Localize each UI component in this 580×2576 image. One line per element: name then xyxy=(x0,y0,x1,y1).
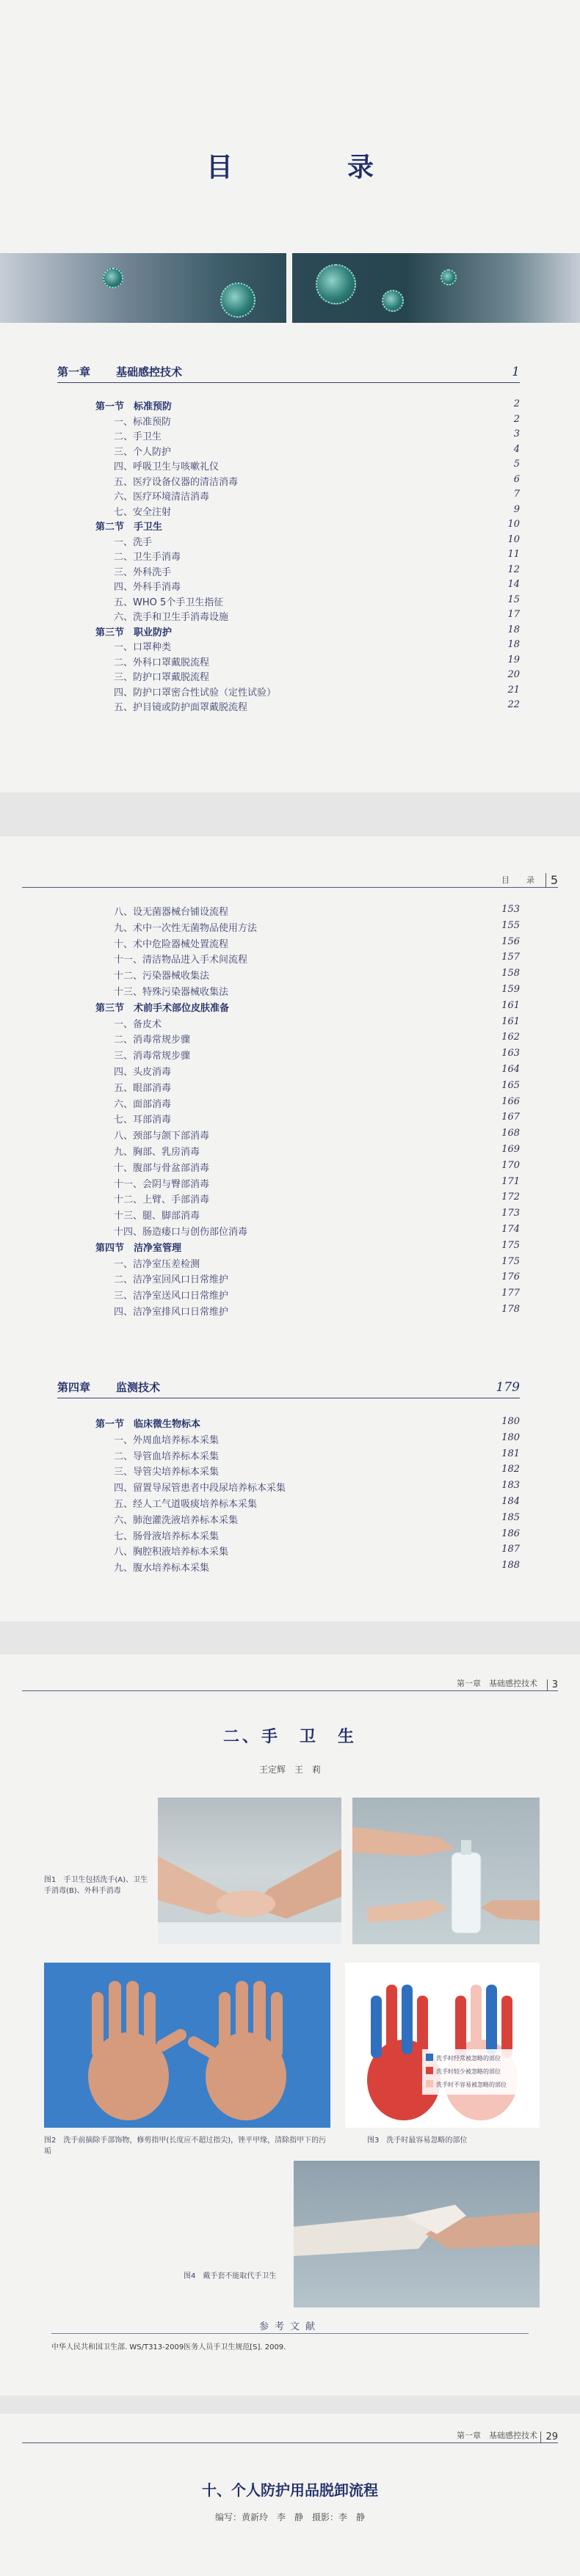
toc-entry-page: 173 xyxy=(501,1208,520,1219)
toc-entry-page: 4 xyxy=(513,443,520,455)
toc-entry-label: 第四节 洁净室管理 xyxy=(95,1242,182,1254)
toc-entry-page: 175 xyxy=(501,1255,520,1267)
toc-entry-label: 二、洁净室回风口日常维护 xyxy=(114,1274,229,1286)
toc-entry-page: 10 xyxy=(507,519,520,530)
toc-entry[interactable] xyxy=(114,579,520,595)
toc-entry-label: 四、头皮消毒 xyxy=(114,1067,172,1078)
toc-entry-label: 二、外科口罩戴脱流程 xyxy=(114,657,210,668)
toc-entry[interactable] xyxy=(114,1560,520,1576)
toc-entry-label: 十三、腿、脚部消毒 xyxy=(114,1211,200,1222)
header-label: 目 录 xyxy=(501,875,539,885)
toc-entry[interactable] xyxy=(114,534,520,550)
toc-entry-page: 156 xyxy=(501,935,520,947)
toc-entry[interactable] xyxy=(114,1448,520,1464)
toc-entry-label: 十四、肠造瘘口与创伤部位消毒 xyxy=(114,1227,248,1238)
toc-entry[interactable] xyxy=(114,1064,520,1080)
toc-entry-label: 九、术中一次性无菌物品使用方法 xyxy=(114,922,258,934)
toc-entry-label: 五、WHO 5个手卫生指征 xyxy=(114,596,224,608)
toc-entry-label: 一、洗手 xyxy=(114,536,153,548)
toc-entry[interactable] xyxy=(114,594,520,610)
toc-entry[interactable] xyxy=(114,654,520,671)
hand-zones-illustration xyxy=(345,1963,540,2128)
toc-entry-page: 167 xyxy=(501,1112,520,1123)
toc-entry-page: 161 xyxy=(501,1015,520,1027)
toc-entry-page: 170 xyxy=(501,1159,520,1171)
hand-rub-illustration xyxy=(352,1798,540,1944)
toc-entry-page: 174 xyxy=(501,1224,520,1235)
toc-entry-label: 第三节 术前手术部位皮肤准备 xyxy=(95,1002,230,1014)
toc-entry-label: 一、外周血培养标本采集 xyxy=(114,1434,220,1446)
toc-entry-label: 三、个人防护 xyxy=(114,446,172,458)
toc-entry-page: 180 xyxy=(501,1431,520,1443)
toc-entry-label: 四、洁净室排风口日常维护 xyxy=(114,1307,229,1318)
header-label: 第一章 基础感控技术 xyxy=(457,1679,537,1688)
toc-entry-label: 九、胸部、乳房消毒 xyxy=(114,1147,200,1158)
toc-entry[interactable] xyxy=(114,1528,520,1544)
toc-entry[interactable] xyxy=(114,444,520,460)
toc-section[interactable] xyxy=(95,519,520,535)
toc-entry-page: 184 xyxy=(501,1496,520,1507)
toc-entry-page: 166 xyxy=(501,1095,520,1107)
toc-entry[interactable] xyxy=(114,1128,520,1144)
toc-entry-page: 175 xyxy=(501,1239,520,1251)
chapter-heading[interactable] xyxy=(57,1376,520,1398)
virus-icon xyxy=(103,268,123,288)
toc-entry[interactable] xyxy=(114,1224,520,1240)
toc-entry-label: 十三、特殊污染器械收集法 xyxy=(114,987,229,998)
chapter-page: 179 xyxy=(496,1380,520,1395)
toc-entry-label: 一、备皮术 xyxy=(114,1018,162,1030)
toc-entry-page: 11 xyxy=(507,549,520,560)
toc-entry[interactable] xyxy=(114,414,520,430)
next-article-page xyxy=(0,2414,580,2576)
figure-caption: 图3 洗手时最容易忽略的部位 xyxy=(367,2137,468,2145)
toc-entry-label: 三、外科洗手 xyxy=(114,566,172,578)
toc-entry[interactable] xyxy=(114,1192,520,1208)
header-page-number: 29 xyxy=(540,2431,558,2442)
running-header xyxy=(22,1676,558,1691)
toc-entry-page: 187 xyxy=(501,1544,520,1555)
toc-entry-page: 159 xyxy=(501,984,520,995)
toc-page-2 xyxy=(0,836,580,1621)
toc-entry-label: 九、腹水培养标本采集 xyxy=(114,1563,210,1575)
toc-entry-label: 五、医疗设备仪器的清洁消毒 xyxy=(114,476,239,488)
toc-entry-label: 三、导管尖培养标本采集 xyxy=(114,1467,220,1478)
toc-entry-label: 一、洁净室压差检测 xyxy=(114,1258,200,1270)
toc-entry-label: 三、防护口罩戴脱流程 xyxy=(114,672,210,683)
toc-entry[interactable] xyxy=(114,1160,520,1176)
toc-entry-label: 第一节 标准预防 xyxy=(95,401,173,412)
toc-section[interactable] xyxy=(95,1000,520,1016)
banner-divider xyxy=(286,253,292,323)
toc-entry[interactable] xyxy=(114,504,520,520)
chapter-heading[interactable] xyxy=(57,361,520,383)
toc-entry[interactable] xyxy=(114,968,520,984)
toc-entry[interactable] xyxy=(114,1288,520,1304)
toc-entry[interactable] xyxy=(114,920,520,936)
toc-entry[interactable] xyxy=(114,669,520,685)
toc-entry-label: 四、呼吸卫生与咳嗽礼仪 xyxy=(114,461,220,472)
toc-entry[interactable] xyxy=(114,428,520,445)
virus-icon xyxy=(316,264,356,304)
toc-entry[interactable] xyxy=(114,1176,520,1192)
virus-icon xyxy=(220,282,255,318)
toc-entry-page: 177 xyxy=(501,1288,520,1299)
toc-entry-page: 18 xyxy=(507,624,520,635)
references-divider xyxy=(51,2333,529,2334)
toc-entry-label: 二、手卫生 xyxy=(114,431,162,442)
toc-entry-page: 153 xyxy=(501,904,520,915)
toc-entry-label: 第三节 职业防护 xyxy=(95,627,173,638)
toc-entry-page: 3 xyxy=(513,428,520,439)
washing-hands-illustration xyxy=(158,1798,341,1944)
article-title: 二、手 卫 生 xyxy=(222,1728,357,1746)
toc-entry-label: 四、防护口罩密合性试验（定性试验） xyxy=(114,687,277,698)
toc-entry[interactable] xyxy=(114,984,520,1000)
toc-entry-page: 162 xyxy=(501,1032,520,1043)
article-authors: 王定辉 王 莉 xyxy=(258,1765,321,1775)
toc-entry-page: 158 xyxy=(501,968,520,979)
header-page-number: 5 xyxy=(545,873,558,887)
toc-entry-page: 2 xyxy=(513,413,520,425)
toc-entry[interactable] xyxy=(114,1016,520,1032)
toc-entry-page: 19 xyxy=(507,654,520,665)
toc-entry-label: 五、护目镜或防护面罩戴脱流程 xyxy=(114,702,248,713)
toc-entry-page: 18 xyxy=(507,639,520,650)
header-label: 第一章 基础感控技术 xyxy=(457,2431,537,2440)
toc-entry[interactable] xyxy=(114,1256,520,1272)
gloves-photo xyxy=(294,2161,540,2307)
hand-washing-photo xyxy=(158,1798,341,1944)
references-title: 参考文献 xyxy=(258,2321,321,2332)
toc-entry-label: 十二、污染器械收集法 xyxy=(114,971,210,982)
toc-entry-page: 165 xyxy=(501,1079,520,1091)
toc-entry-page: 183 xyxy=(501,1480,520,1492)
toc-entry-page: 182 xyxy=(501,1464,520,1475)
toc-entry-page: 157 xyxy=(501,952,520,963)
chapter-number: 第四章 xyxy=(57,1381,91,1394)
toc-entry-page: 176 xyxy=(501,1271,520,1283)
toc-entry-page: 172 xyxy=(501,1192,520,1203)
toc-entry-label: 七、耳部消毒 xyxy=(114,1114,172,1126)
toc-entry-label: 八、颈部与颌下部消毒 xyxy=(114,1131,210,1142)
toc-entry-page: 185 xyxy=(501,1511,520,1523)
toc-entry-page: 10 xyxy=(507,533,520,545)
toc-entry[interactable] xyxy=(114,564,520,580)
toc-entry[interactable] xyxy=(114,1432,520,1448)
toc-page-1 xyxy=(0,0,580,792)
toc-entry[interactable] xyxy=(114,1032,520,1048)
chapter-name: 监测技术 xyxy=(116,1381,161,1394)
toc-entry-page: 188 xyxy=(501,1560,520,1572)
figure-caption: 图1 手卫生包括洗手(A)、卫生手消毒(B)、外科手消毒 xyxy=(44,1876,148,1895)
toc-entry[interactable] xyxy=(114,1080,520,1096)
toc-entry[interactable] xyxy=(114,609,520,625)
toc-section[interactable] xyxy=(95,624,520,641)
gloving-illustration xyxy=(294,2161,540,2307)
open-palms-illustration xyxy=(44,1963,330,2128)
toc-entry-label: 二、卫生手消毒 xyxy=(114,552,181,563)
toc-entry[interactable] xyxy=(114,639,520,655)
toc-entry[interactable] xyxy=(114,1512,520,1528)
toc-entry-label: 一、口罩种类 xyxy=(114,642,172,653)
toc-entry-label: 二、导管血培养标本采集 xyxy=(114,1451,220,1462)
toc-entry[interactable] xyxy=(114,1208,520,1224)
header-page-number: 3 xyxy=(547,1679,558,1690)
running-header xyxy=(22,2429,558,2443)
toc-entry-label: 十、腹部与骨盆部消毒 xyxy=(114,1162,210,1174)
toc-entry[interactable] xyxy=(114,1112,520,1128)
toc-entry[interactable] xyxy=(114,1544,520,1560)
legend-entry: 洗手时不容易被忽略的部位 xyxy=(436,2081,507,2088)
chapter-name: 基础感控技术 xyxy=(116,365,183,379)
toc-entry-label: 四、外科手消毒 xyxy=(114,582,181,593)
toc-entry-page: 161 xyxy=(501,999,520,1011)
toc-entry-label: 四、留置导尿管患者中段尿培养标本采集 xyxy=(114,1483,286,1495)
toc-entry-label: 五、经人工气道吸痰培养标本采集 xyxy=(114,1499,258,1510)
toc-entry[interactable] xyxy=(114,474,520,490)
toc-entry-label: 五、眼部消毒 xyxy=(114,1082,172,1094)
toc-section[interactable] xyxy=(95,1416,520,1432)
toc-entry-page: 12 xyxy=(507,563,520,575)
toc-entry-page: 2 xyxy=(513,398,520,409)
chapter-number: 第一章 xyxy=(57,365,91,379)
toc-entry-page: 171 xyxy=(501,1175,520,1187)
toc-entry[interactable] xyxy=(114,1271,520,1288)
toc-entry-label: 十二、上臂、手部消毒 xyxy=(114,1194,210,1206)
toc-entry[interactable] xyxy=(114,1304,520,1320)
toc-entry-label: 十一、清洁物品进入手术间流程 xyxy=(114,955,248,966)
toc-entry-page: 181 xyxy=(501,1448,520,1459)
figure-caption: 图2 洗手前摘除手部饰物，修剪指甲(长度应不超过指尖)，锉平甲缘，清除指甲下的污垢 xyxy=(44,2137,327,2156)
toc-entry-page: 186 xyxy=(501,1528,520,1539)
chapter-page: 1 xyxy=(512,365,520,379)
toc-entry-label: 二、消毒常规步骤 xyxy=(114,1035,191,1046)
toc-entry-page: 6 xyxy=(513,473,520,485)
toc-entry-page: 180 xyxy=(501,1416,520,1427)
toc-entry[interactable] xyxy=(114,685,520,701)
toc-entry[interactable] xyxy=(114,952,520,968)
article-authors: 编写：黄新玲 李 静 摄影：李 静 xyxy=(214,2512,365,2522)
toc-title: 目 录 xyxy=(206,152,418,183)
toc-entry-label: 六、洗手和卫生手消毒设施 xyxy=(114,612,229,623)
toc-entry-label: 第二节 手卫生 xyxy=(95,522,163,533)
toc-entry[interactable] xyxy=(114,459,520,475)
virus-banner-image xyxy=(0,253,580,323)
toc-entry-label: 六、医疗环境清洁消毒 xyxy=(114,492,210,503)
toc-entry-page: 20 xyxy=(507,669,520,680)
toc-entry-page: 164 xyxy=(501,1064,520,1075)
toc-entry-page: 5 xyxy=(513,459,520,470)
legend-entry: 洗手时较少被忽略的部位 xyxy=(436,2068,501,2075)
toc-entry-page: 178 xyxy=(501,1304,520,1315)
toc-entry-page: 7 xyxy=(513,489,520,500)
toc-entry[interactable] xyxy=(114,936,520,952)
hand-rub-photo xyxy=(352,1798,540,1944)
reference-item[interactable]: 中华人民共和国卫生部. WS/T313-2009医务人员手卫生规范[S]. 2009. xyxy=(51,2343,286,2351)
toc-entry-label: 一、标准预防 xyxy=(114,416,172,428)
running-header xyxy=(22,873,558,888)
legend-entry: 洗手时经常被忽略的部位 xyxy=(436,2055,501,2062)
toc-section[interactable] xyxy=(95,1240,520,1256)
toc-entry-label: 十、术中危险器械处置流程 xyxy=(114,938,229,950)
toc-entry[interactable] xyxy=(114,699,520,715)
palms-photo xyxy=(44,1963,330,2128)
article-page xyxy=(0,1654,580,2396)
toc-entry-page: 15 xyxy=(507,594,520,605)
toc-entry-label: 三、消毒常规步骤 xyxy=(114,1051,191,1062)
article-title: 十、个人防护用品脱卸流程 xyxy=(202,2481,378,2499)
toc-entry-page: 163 xyxy=(501,1048,520,1059)
virus-icon xyxy=(441,269,457,285)
toc-entry-page: 14 xyxy=(507,579,520,590)
toc-entry-label: 八、设无菌器械台铺设流程 xyxy=(114,907,229,918)
figure-caption: 图4 戴手套不能取代手卫生 xyxy=(184,2272,277,2280)
toc-entry-page: 21 xyxy=(507,684,520,696)
toc-entry[interactable] xyxy=(114,549,520,565)
toc-section[interactable] xyxy=(95,398,520,415)
toc-entry-page: 9 xyxy=(513,503,520,515)
toc-entry-label: 十一、会阴与臀部消毒 xyxy=(114,1178,210,1190)
toc-entry-page: 22 xyxy=(507,699,520,710)
toc-entry[interactable] xyxy=(114,1480,520,1496)
toc-entry[interactable] xyxy=(114,1048,520,1064)
toc-entry-page: 17 xyxy=(507,609,520,620)
toc-entry-label: 六、肺泡灌洗液培养标本采集 xyxy=(114,1514,239,1526)
toc-entry[interactable] xyxy=(114,1096,520,1112)
hand-zones-diagram xyxy=(345,1963,540,2128)
toc-entry[interactable] xyxy=(114,904,520,920)
virus-icon xyxy=(382,290,404,312)
toc-entry-label: 七、安全注射 xyxy=(114,506,172,518)
toc-entry-page: 169 xyxy=(501,1144,520,1155)
toc-entry-label: 八、胸腔积液培养标本采集 xyxy=(114,1547,229,1558)
toc-entry-page: 155 xyxy=(501,919,520,931)
toc-entry[interactable] xyxy=(114,1496,520,1512)
toc-entry-label: 六、面部消毒 xyxy=(114,1098,172,1110)
toc-entry[interactable] xyxy=(114,1144,520,1160)
toc-entry[interactable] xyxy=(114,1464,520,1480)
toc-entry-label: 三、洁净室送风口日常维护 xyxy=(114,1291,229,1302)
toc-entry[interactable] xyxy=(114,489,520,505)
toc-entry-page: 168 xyxy=(501,1128,520,1139)
toc-entry-label: 第一节 临床微生物标本 xyxy=(95,1419,201,1430)
toc-entry-label: 七、肠骨液培养标本采集 xyxy=(114,1530,220,1542)
